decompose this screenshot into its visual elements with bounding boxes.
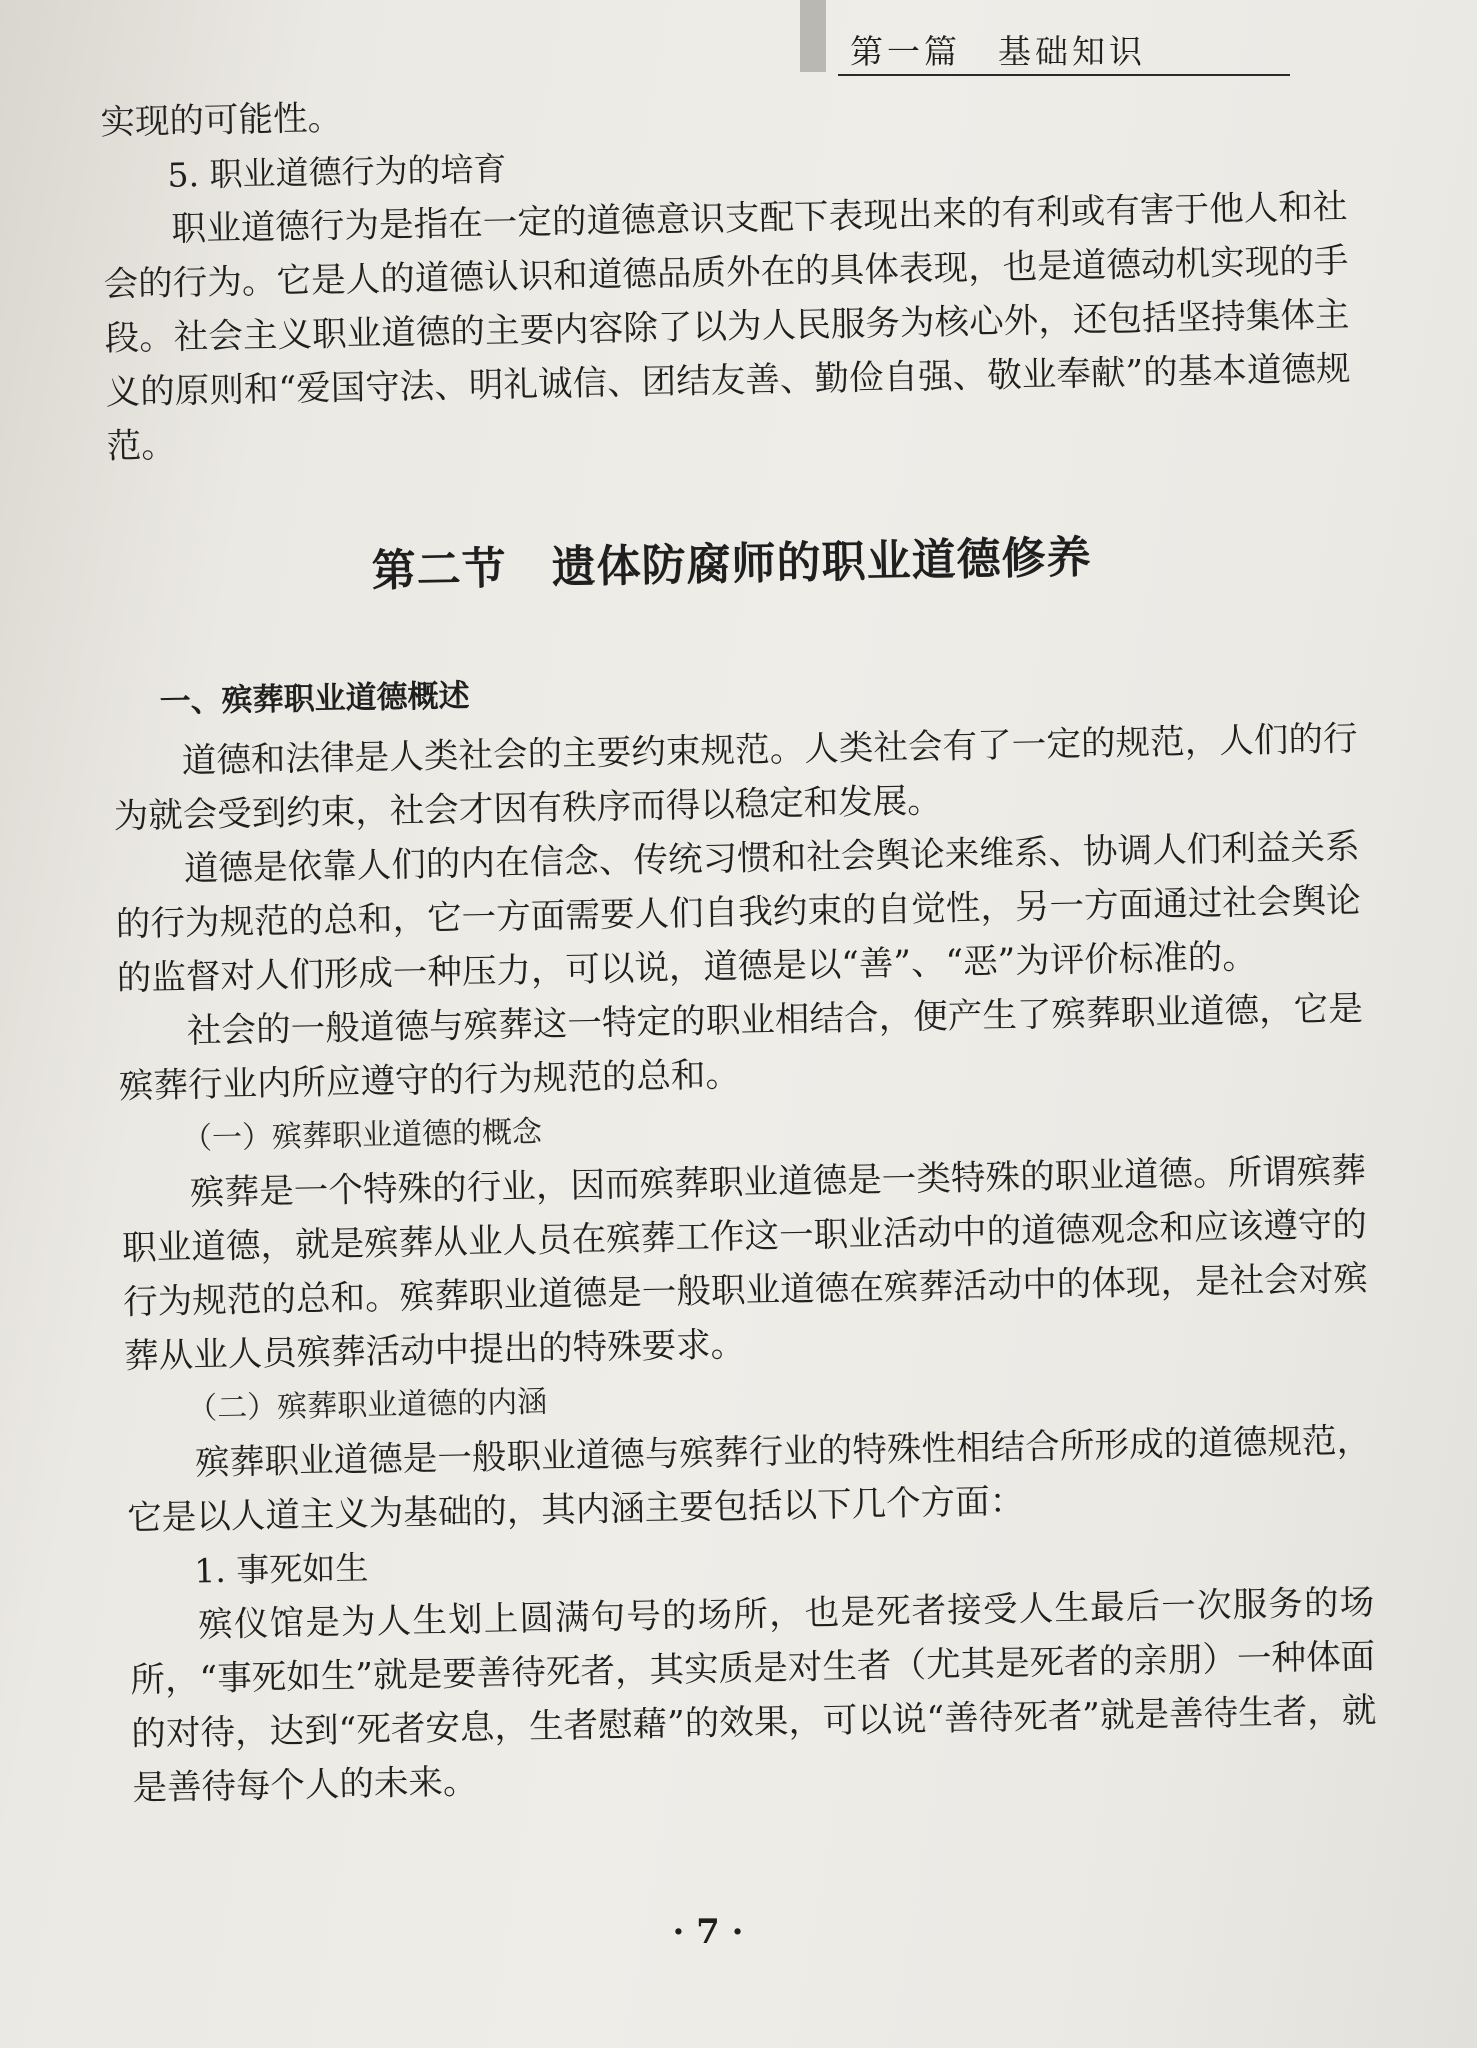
header-gutter-shadow xyxy=(800,0,826,72)
subheading-1: （一）殡葬职业道德的概念 xyxy=(181,1114,543,1157)
paragraph: 殡葬职业道德是一般职业道德与殡葬行业的特殊性相结合所形成的道德规范，它是以人道主义为基础的，其内涵主要包括以下几个方面： xyxy=(126,1420,1372,1539)
paragraph: 社会的一般道德与殡葬这一特定的职业相结合，便产生了殡葬职业道德，它是殡葬行业内所应遵守的行为规范的总和。 xyxy=(118,988,1364,1107)
paragraph: 道德和法律是人类社会的主要约束规范。人类社会有了一定的规范，人们的行为就会受到约束，社会才因有秩序而得以稳定和发展。 xyxy=(113,718,1358,837)
list-item-1: 1. 事死如生 xyxy=(193,1548,369,1591)
section-title: 第二节 遗体防腐师的职业道德修养 xyxy=(371,532,1093,597)
page-number: · 7 · xyxy=(672,1912,744,1952)
running-header-text: 第一篇 基础知识 xyxy=(850,32,1146,71)
list-item-5: 5. 职业道德行为的培育 xyxy=(167,149,507,195)
running-header xyxy=(838,22,1290,76)
subheading-2: （二）殡葬职业道德的内涵 xyxy=(186,1384,548,1427)
paragraph: 道德是依靠人们的内在信念、传统习惯和社会舆论来维系、协调人们利益关系的行为规范的总和，它一方面需要人们自我约束的自觉性，另一方面通过社会舆论的监督对人们形成一种压力，可以说，道德是以“善”、“恶”为评价标准的。 xyxy=(115,826,1362,999)
page-body xyxy=(100,72,1378,1816)
paragraph-continuation: 实现的可能性。 xyxy=(100,98,343,143)
paragraph: 职业道德行为是指在一定的道德意识支配下表现出来的有利或有害于他人和社会的行为。它是人的道德认识和道德品质外在的具体表现，也是道德动机实现的手段。社会主义职业道德的主要内容除了以为人民服务为核心外，还包括坚持集体主义的原则和“爱国守法、明礼诚信、团结友善、勤俭自强、敬业奉献”的基本道德规范。 xyxy=(103,187,1351,467)
paragraph: 殡葬是一个特殊的行业，因而殡葬职业道德是一类特殊的职业道德。所谓殡葬职业道德，就是殡葬从业人员在殡葬工作这一职业活动中的道德观念和应该遵守的行为规范的总和。殡葬职业道德是一般职业道德在殡葬活动中的体现，是社会对殡葬从业人员殡葬活动中提出的特殊要求。 xyxy=(121,1150,1369,1377)
paragraph: 殡仪馆是为人生划上圆满句号的场所，也是死者接受人生最后一次服务的场所，“事死如生”就是要善待死者，其实质是对生者（尤其是死者的亲朋）一种体面的对待，达到“死者安息，生者慰藉”的效果，可以说“善待死者”就是善待生者，就是善待每个人的未来。 xyxy=(130,1582,1377,1809)
heading-level-1: 一、殡葬职业道德概述 xyxy=(159,678,470,720)
